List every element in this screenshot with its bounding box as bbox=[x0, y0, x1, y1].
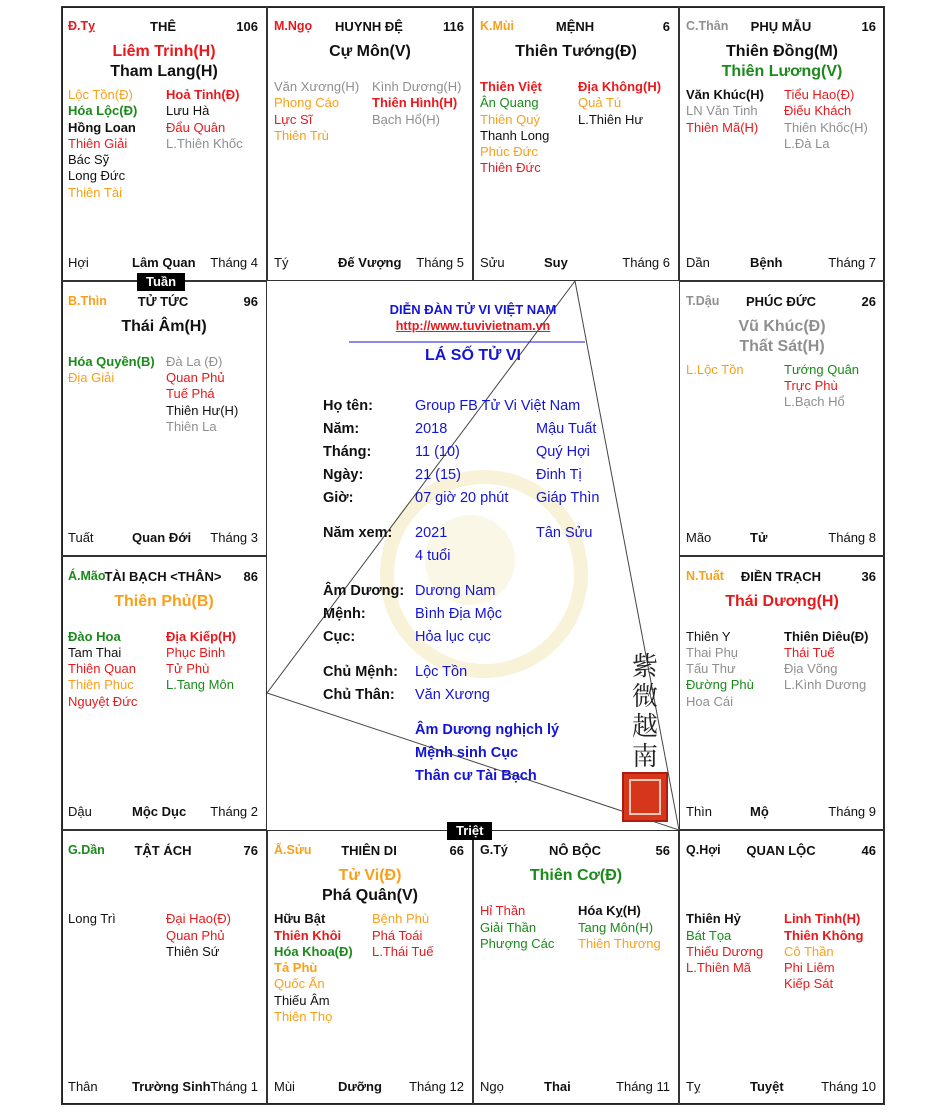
info-value: 07 giờ 20 phút bbox=[415, 490, 509, 506]
minor-star: Nguyệt Đức bbox=[68, 693, 138, 709]
palace-age: 36 bbox=[861, 568, 876, 584]
minor-star: Kình Dương(H) bbox=[372, 79, 462, 94]
minor-star: Giải Thần bbox=[480, 919, 537, 935]
minor-star: Ân Quang bbox=[480, 95, 539, 111]
palace-footer bbox=[686, 804, 876, 820]
palace-age: 86 bbox=[243, 568, 258, 584]
minor-star: L.Đà La bbox=[784, 135, 830, 151]
palace-month: Tháng 8 bbox=[828, 529, 876, 545]
minor-star: Lực Sĩ bbox=[274, 111, 313, 127]
minor-star: Tả Phù bbox=[274, 960, 318, 976]
minor-star: Địa Võng bbox=[784, 661, 838, 677]
main-star: Tham Lang(H) bbox=[110, 63, 218, 80]
info-label: Chủ Thân: bbox=[323, 687, 395, 703]
palace-cell bbox=[61, 6, 267, 281]
palace-age: 116 bbox=[443, 19, 464, 34]
chart-title: LÁ SỐ TỬ VI bbox=[425, 347, 521, 364]
minor-star: Thiên Thương bbox=[578, 935, 661, 951]
palace-age: 26 bbox=[861, 293, 876, 309]
main-star: Thất Sát(H) bbox=[739, 337, 825, 355]
palace-name: TỬ TỨC bbox=[137, 293, 189, 309]
minor-star: Thiên Giải bbox=[68, 135, 128, 151]
minor-star: Thiên Khôi bbox=[274, 927, 342, 943]
palace-footer bbox=[68, 804, 258, 820]
minor-star: L.Kình Dương bbox=[784, 677, 867, 693]
main-star: Thái Dương(H) bbox=[725, 592, 839, 610]
palace-month: Tháng 10 bbox=[821, 1079, 876, 1094]
minor-star: Thiên Tài bbox=[68, 184, 122, 200]
palace-header bbox=[686, 569, 876, 585]
palace-footer bbox=[686, 1079, 876, 1095]
palace-name: PHÚC ĐỨC bbox=[745, 293, 816, 309]
minor-star: Thiếu Âm bbox=[274, 992, 330, 1008]
minor-star: Thiên Không bbox=[784, 927, 864, 943]
minor-star: Phúc Đức bbox=[480, 144, 538, 160]
minor-star: L.Lộc Tồn bbox=[686, 361, 744, 377]
minor-star: Tấu Thư bbox=[686, 661, 736, 677]
vertical-char: 紫 bbox=[631, 652, 658, 682]
palace-month: Tháng 5 bbox=[416, 254, 464, 270]
palace-age: 96 bbox=[243, 293, 258, 309]
minor-star: Hóa Khoa(Đ) bbox=[274, 943, 353, 959]
minor-star: L.Bạch Hổ bbox=[784, 394, 845, 410]
palace-cell bbox=[679, 830, 885, 1105]
info-value: 2018 bbox=[415, 421, 448, 437]
minor-star: L.Thiên Hư bbox=[578, 111, 644, 127]
palace-header bbox=[686, 19, 876, 35]
minor-stars-left bbox=[68, 911, 116, 927]
minor-stars-right bbox=[784, 362, 859, 411]
palace-name: THIÊN DI bbox=[341, 843, 397, 859]
palace-stage: Mộ bbox=[750, 804, 769, 820]
minor-star: LN Văn Tinh bbox=[686, 103, 758, 119]
minor-stars-right bbox=[166, 911, 231, 960]
minor-star: Long Trì bbox=[68, 911, 116, 927]
minor-star: Trực Phù bbox=[784, 378, 838, 394]
info-label: Năm: bbox=[323, 421, 360, 437]
palace-name: QUAN LỘC bbox=[746, 843, 816, 859]
palace-stage: Suy bbox=[544, 254, 568, 270]
info-value: Group FB Tử Vi Việt Nam bbox=[415, 398, 581, 414]
minor-star: Thiên Quý bbox=[480, 111, 540, 127]
palace-cell bbox=[267, 6, 473, 281]
minor-star: Địa Kiếp(H) bbox=[166, 628, 237, 644]
palace-stage: Lâm Quan bbox=[132, 254, 196, 270]
minor-star: Thiên Hình(H) bbox=[372, 95, 458, 111]
palace-can-chi: K.Mùi bbox=[480, 19, 515, 33]
minor-star: Phá Toái bbox=[372, 927, 423, 943]
minor-stars-left bbox=[480, 903, 554, 952]
info-value: 11 (10) bbox=[415, 444, 460, 460]
palace-footer bbox=[68, 255, 258, 271]
palace-name: THÊ bbox=[150, 19, 176, 34]
minor-star: Thiên Y bbox=[686, 628, 731, 644]
palace-branch: Dần bbox=[686, 254, 710, 270]
minor-star: Thai Phụ bbox=[686, 644, 739, 660]
main-star: Thiên Tướng(Đ) bbox=[515, 43, 637, 60]
info-label: Năm xem: bbox=[323, 525, 393, 541]
info-value: Lộc Tồn bbox=[415, 664, 468, 680]
info-label: Tháng: bbox=[323, 444, 372, 460]
palace-name: PHỤ MẪU bbox=[750, 19, 812, 34]
main-star: Thiên Lương(V) bbox=[721, 63, 843, 80]
palace-footer bbox=[68, 530, 258, 546]
palace-branch: Thân bbox=[68, 1079, 98, 1094]
info-label: Ngày: bbox=[323, 467, 364, 483]
main-star: Cự Môn(V) bbox=[329, 43, 411, 60]
minor-star: Lộc Tồn(Đ) bbox=[68, 87, 133, 102]
center-panel bbox=[267, 281, 679, 830]
minor-stars-right bbox=[578, 903, 661, 952]
palace-age: 56 bbox=[655, 843, 670, 859]
minor-star: Địa Giải bbox=[68, 370, 115, 386]
palace-branch: Tỵ bbox=[686, 1079, 701, 1094]
palace-can-chi: Á.Mão bbox=[68, 568, 106, 583]
main-star: Phá Quân(V) bbox=[321, 887, 418, 905]
palace-age: 46 bbox=[861, 843, 876, 859]
palace-cell bbox=[473, 830, 679, 1105]
main-star: Liêm Trinh(H) bbox=[112, 43, 216, 60]
forum-name: DIỄN ĐÀN TỬ VI VIỆT NAM bbox=[389, 302, 557, 317]
vertical-char: 越 bbox=[631, 712, 658, 742]
palace-stage: Dưỡng bbox=[338, 1079, 382, 1094]
palace-cell bbox=[679, 556, 885, 831]
minor-star: Điếu Khách bbox=[784, 103, 852, 119]
info-extra: Mậu Tuất bbox=[536, 421, 597, 437]
main-star: Thiên Cơ(Đ) bbox=[529, 867, 623, 885]
info-label: Chủ Mệnh: bbox=[323, 664, 398, 680]
minor-star: Tử Phù bbox=[166, 661, 210, 677]
palace-age: 76 bbox=[243, 843, 258, 859]
palace-header bbox=[68, 843, 258, 859]
info-extra: Quý Hợi bbox=[536, 444, 590, 460]
minor-star: Cô Thần bbox=[784, 943, 834, 959]
palace-age: 106 bbox=[236, 19, 258, 34]
minor-star: Phục Binh bbox=[166, 644, 226, 660]
palace-month: Tháng 2 bbox=[210, 804, 258, 820]
minor-stars-right bbox=[166, 629, 236, 694]
palace-name: TẬT ÁCH bbox=[134, 843, 192, 859]
palace-can-chi: G.Dần bbox=[68, 843, 105, 858]
minor-star: Tuế Phá bbox=[166, 386, 215, 402]
minor-stars-right bbox=[784, 629, 869, 694]
main-star: Thiên Đồng(M) bbox=[726, 43, 838, 60]
chart-note: Âm Dương nghịch lý bbox=[415, 722, 560, 738]
minor-star: Hóa Quyền(B) bbox=[68, 353, 155, 369]
palace-branch: Thìn bbox=[686, 804, 713, 820]
minor-star: Thiên Sứ bbox=[166, 943, 220, 959]
palace-can-chi: C.Thân bbox=[686, 19, 729, 33]
minor-star: Linh Tinh(H) bbox=[784, 911, 861, 927]
minor-star: Kiếp Sát bbox=[784, 976, 834, 992]
red-seal-stamp bbox=[622, 772, 668, 822]
minor-star: Hỉ Thần bbox=[480, 903, 526, 919]
minor-star: Thiên Hỷ bbox=[686, 911, 741, 927]
palace-footer bbox=[274, 255, 464, 271]
palace-month: Tháng 1 bbox=[210, 1079, 258, 1094]
palace-month: Tháng 11 bbox=[616, 1079, 670, 1094]
palace-name: ĐIỀN TRẠCH bbox=[740, 568, 822, 584]
minor-star: Bát Tọa bbox=[686, 927, 732, 943]
palace-cell bbox=[61, 830, 267, 1105]
palace-month: Tháng 7 bbox=[828, 254, 876, 270]
minor-stars-left bbox=[480, 79, 549, 177]
palace-age: 66 bbox=[449, 843, 464, 859]
minor-star: L.Tang Môn bbox=[166, 677, 234, 693]
palace-can-chi: Đ.Tỵ bbox=[68, 19, 96, 33]
minor-star: Hoả Tinh(Đ) bbox=[166, 87, 240, 102]
minor-star: Đường Phù bbox=[686, 677, 754, 693]
minor-star: Hóa Lộc(Đ) bbox=[68, 103, 138, 119]
palace-header bbox=[274, 843, 464, 859]
palace-cell bbox=[679, 6, 885, 281]
minor-star: Thanh Long bbox=[480, 127, 550, 143]
minor-star: Hữu Bật bbox=[274, 911, 326, 927]
minor-stars-right bbox=[166, 87, 243, 152]
minor-star: Bạch Hổ(H) bbox=[372, 111, 440, 127]
minor-star: Đại Hao(Đ) bbox=[166, 911, 232, 927]
palace-branch: Dậu bbox=[68, 804, 92, 820]
minor-star: Phi Liêm bbox=[784, 960, 835, 976]
palace-stage: Đế Vượng bbox=[338, 254, 402, 270]
palace-month: Tháng 4 bbox=[210, 254, 258, 270]
palace-month: Tháng 3 bbox=[210, 529, 258, 545]
info-label: Mệnh: bbox=[323, 606, 366, 622]
palace-footer bbox=[686, 255, 876, 271]
minor-star: Thiên Hư(H) bbox=[166, 402, 239, 418]
palace-can-chi: M.Ngọ bbox=[274, 19, 313, 33]
minor-star: Thiên Mã(H) bbox=[686, 119, 759, 135]
info-value: 2021 bbox=[415, 525, 448, 541]
palace-can-chi: B.Thìn bbox=[68, 293, 107, 308]
palace-stage: Tuyệt bbox=[750, 1079, 784, 1094]
minor-star: L.Thái Tuế bbox=[372, 943, 434, 959]
palace-name: NÔ BỘC bbox=[549, 843, 601, 859]
palace-can-chi: T.Dậu bbox=[686, 293, 720, 308]
minor-stars-left bbox=[68, 354, 155, 387]
minor-star: Thiên Phúc bbox=[68, 677, 134, 693]
palace-cell bbox=[61, 556, 267, 831]
palace-branch: Mão bbox=[686, 529, 712, 545]
minor-star: Quả Tú bbox=[578, 95, 622, 111]
palace-can-chi: N.Tuất bbox=[686, 568, 724, 583]
chart-note: Mệnh sinh Cục bbox=[415, 745, 519, 761]
main-star: Thái Âm(H) bbox=[121, 317, 207, 335]
minor-stars-right bbox=[784, 911, 863, 992]
info-value: 21 (15) bbox=[415, 467, 461, 483]
palace-header bbox=[68, 569, 258, 585]
triet-marker: Triệt bbox=[447, 822, 492, 840]
minor-stars-left bbox=[686, 629, 754, 710]
main-star: Tử Vi(Đ) bbox=[338, 867, 402, 885]
palace-cell bbox=[267, 830, 473, 1105]
minor-star: Đẩu Quân bbox=[166, 119, 226, 135]
palace-stage: Tử bbox=[750, 529, 768, 545]
palace-branch: Tuất bbox=[68, 529, 94, 545]
minor-stars-left bbox=[68, 629, 137, 710]
minor-stars-right bbox=[372, 79, 461, 128]
main-star: Vũ Khúc(Đ) bbox=[738, 317, 826, 335]
palace-header bbox=[480, 843, 670, 859]
chart-note: Thân cư Tài Bạch bbox=[415, 768, 537, 784]
palace-stage: Thai bbox=[544, 1079, 571, 1094]
minor-stars-left bbox=[274, 79, 359, 144]
minor-star: Lưu Hà bbox=[166, 103, 210, 119]
info-label: Họ tên: bbox=[323, 398, 373, 414]
minor-star: Hóa Kỵ(H) bbox=[578, 903, 641, 919]
palace-stage: Trường Sinh bbox=[132, 1079, 211, 1094]
palace-stage: Bệnh bbox=[750, 254, 783, 270]
palace-header bbox=[68, 19, 258, 35]
age-value: 4 tuổi bbox=[415, 548, 451, 564]
info-value: Văn Xương bbox=[415, 687, 490, 703]
minor-star: Đà La (Đ) bbox=[166, 353, 223, 369]
minor-star: Phượng Các bbox=[480, 935, 555, 951]
info-value: Dương Nam bbox=[415, 583, 496, 599]
minor-star: Văn Xương(H) bbox=[274, 79, 360, 94]
palace-name: MỆNH bbox=[555, 19, 595, 34]
minor-star: Tiểu Hao(Đ) bbox=[784, 87, 855, 102]
info-label: Âm Dương: bbox=[323, 583, 405, 599]
minor-star: Thiên Diêu(Đ) bbox=[784, 628, 869, 644]
vertical-char: 微 bbox=[631, 682, 658, 712]
info-value: Bình Địa Mộc bbox=[415, 606, 503, 622]
minor-star: Thiên Đức bbox=[480, 160, 541, 176]
info-extra: Giáp Thìn bbox=[536, 490, 600, 506]
vertical-chinese-text bbox=[628, 652, 662, 772]
minor-star: L.Thiên Mã bbox=[686, 960, 752, 976]
info-label: Giờ: bbox=[323, 490, 354, 506]
palace-header bbox=[480, 19, 670, 35]
tuan-marker: Tuần bbox=[137, 273, 185, 291]
palace-branch: Hợi bbox=[68, 254, 89, 270]
minor-stars-left bbox=[686, 362, 744, 378]
palace-can-chi: Q.Hợi bbox=[686, 843, 721, 858]
minor-star: Tướng Quân bbox=[784, 361, 860, 377]
palace-branch: Ngọ bbox=[480, 1079, 504, 1094]
info-extra: Đinh Tị bbox=[536, 467, 582, 483]
minor-star: Thiên Khốc(H) bbox=[784, 119, 868, 135]
palace-cell bbox=[61, 281, 267, 556]
palace-can-chi: G.Tý bbox=[480, 843, 508, 858]
palace-name: HUYNH ĐỆ bbox=[335, 19, 403, 34]
palace-cell bbox=[679, 281, 885, 556]
vertical-char: 南 bbox=[631, 742, 658, 772]
minor-star: Thiếu Dương bbox=[686, 943, 764, 959]
palace-footer bbox=[68, 1079, 258, 1095]
minor-stars-right bbox=[166, 354, 238, 435]
palace-month: Tháng 9 bbox=[828, 804, 876, 820]
minor-stars-left bbox=[274, 911, 353, 1025]
minor-star: Tang Môn(H) bbox=[578, 919, 654, 935]
palace-footer bbox=[686, 530, 876, 546]
palace-month: Tháng 6 bbox=[622, 254, 670, 270]
minor-star: L.Thiên Khốc bbox=[166, 135, 243, 151]
minor-star: Bệnh Phù bbox=[372, 911, 430, 927]
palace-age: 16 bbox=[861, 19, 876, 34]
minor-stars-right bbox=[784, 87, 868, 152]
minor-star: Bác Sỹ bbox=[68, 152, 110, 168]
minor-star: Quan Phủ bbox=[166, 370, 225, 386]
info-label: Cục: bbox=[323, 629, 356, 645]
minor-stars-left bbox=[686, 911, 763, 976]
minor-star: Hồng Loan bbox=[68, 119, 136, 135]
palace-branch: Tý bbox=[274, 254, 289, 270]
palace-header bbox=[686, 294, 876, 310]
palace-branch: Sửu bbox=[480, 254, 505, 270]
palace-stage: Mộc Dục bbox=[132, 804, 187, 820]
minor-star: Địa Không(H) bbox=[578, 79, 662, 94]
minor-star: Thiên Quan bbox=[68, 661, 136, 677]
minor-star: Quan Phủ bbox=[166, 927, 225, 943]
palace-header bbox=[274, 19, 464, 35]
palace-name: TÀI BẠCH <THÂN> bbox=[104, 568, 222, 584]
minor-star: Thiên Việt bbox=[480, 79, 542, 94]
main-star: Thiên Phủ(B) bbox=[114, 592, 214, 610]
minor-star: Thiên Thọ bbox=[274, 1009, 333, 1025]
minor-star: Hoa Cái bbox=[686, 693, 733, 709]
palace-header bbox=[686, 843, 876, 859]
minor-star: Đào Hoa bbox=[68, 628, 121, 644]
minor-stars-right bbox=[372, 911, 433, 960]
minor-stars-left bbox=[68, 87, 137, 201]
minor-star: Long Đức bbox=[68, 168, 126, 184]
palace-age: 6 bbox=[662, 19, 670, 34]
minor-star: Thái Tuế bbox=[784, 644, 835, 660]
palace-can-chi: Ấ.Sửu bbox=[274, 843, 312, 858]
minor-stars-right bbox=[578, 79, 661, 128]
minor-star: Thiên Trù bbox=[274, 127, 329, 143]
info-extra: Tân Sửu bbox=[536, 525, 593, 541]
palace-stage: Quan Đới bbox=[132, 529, 192, 545]
minor-star: Văn Khúc(H) bbox=[686, 87, 764, 102]
palace-month: Tháng 12 bbox=[409, 1079, 464, 1094]
minor-star: Tam Thai bbox=[68, 644, 122, 660]
palace-cell bbox=[473, 6, 679, 281]
palace-footer bbox=[480, 255, 670, 271]
forum-url-link[interactable]: http://www.tuvivietnam.vn bbox=[395, 319, 551, 333]
palace-branch: Mùi bbox=[274, 1079, 295, 1094]
minor-stars-left bbox=[686, 87, 764, 136]
minor-star: Thiên La bbox=[166, 418, 217, 434]
palace-footer bbox=[480, 1079, 670, 1095]
minor-star: Phong Cáo bbox=[274, 95, 340, 111]
minor-star: Quốc Ấn bbox=[274, 976, 325, 992]
palace-header bbox=[68, 294, 258, 310]
info-value: Hỏa lục cục bbox=[415, 629, 491, 645]
palace-footer bbox=[274, 1079, 464, 1095]
